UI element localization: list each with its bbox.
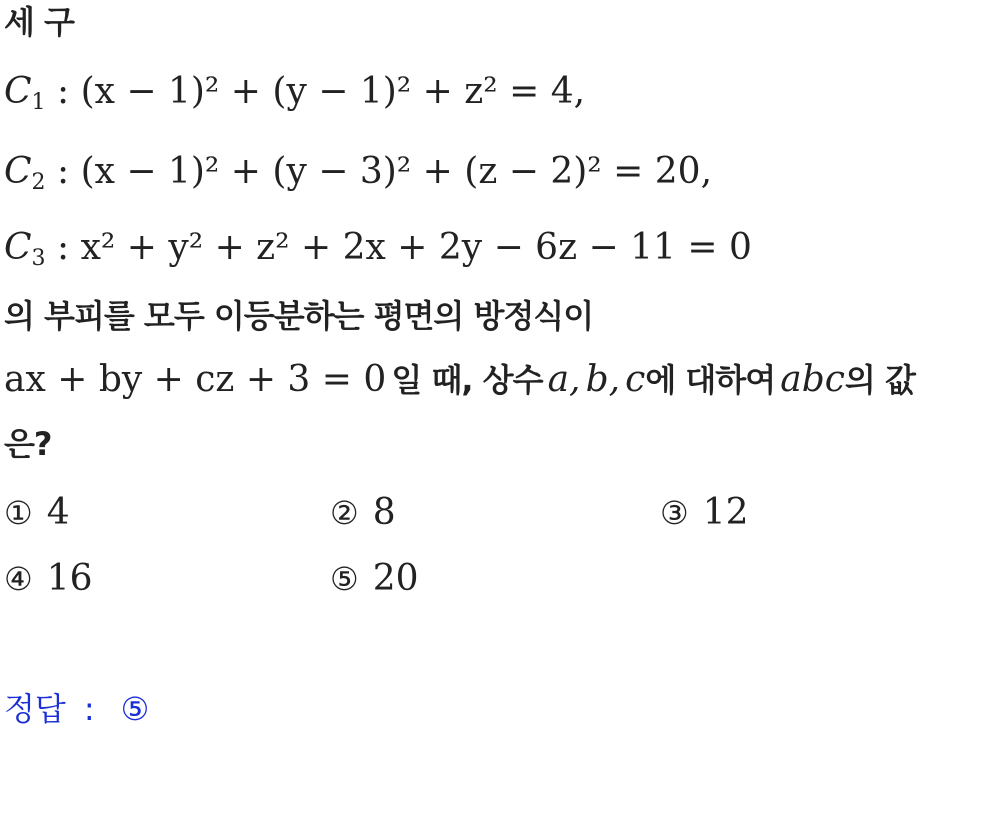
c1-index: 1 [31, 90, 46, 115]
answer-line [4, 684, 149, 730]
c2-body: : (x − 1)² + (y − 3)² + (z − 2)² = 20, [57, 151, 713, 192]
choice-1[interactable] [4, 492, 70, 533]
const-b: b, [585, 359, 621, 400]
plane-equation: ax + by + cz + 3 = 0 [4, 359, 387, 400]
problem-intro: 세 구 [4, 3, 74, 41]
sphere-c2-equation [4, 151, 713, 195]
line5-text-3: 의 값 [844, 361, 915, 399]
c1-label: C [4, 71, 32, 112]
choice-3[interactable] [660, 492, 749, 533]
problem-line-5 [4, 359, 915, 400]
problem-line-6: 은? [4, 425, 52, 463]
c3-index: 3 [31, 246, 46, 271]
choice-5-mark: ⑤ [330, 560, 359, 598]
c1-body: : (x − 1)² + (y − 1)² + z² = 4, [57, 71, 586, 112]
answer-separator: : [83, 690, 95, 728]
choice-4-value: 16 [46, 558, 93, 599]
choice-2-value: 8 [372, 492, 396, 533]
choice-3-mark: ③ [660, 494, 689, 532]
choice-4-mark: ④ [4, 560, 33, 598]
const-abc: abc [780, 359, 845, 400]
choice-1-mark: ① [4, 494, 33, 532]
choice-1-value: 4 [46, 492, 70, 533]
choice-2[interactable] [330, 492, 396, 533]
problem-line-4: 의 부피를 모두 이등분하는 평면의 방정식이 [4, 297, 594, 335]
choice-4[interactable] [4, 558, 93, 599]
const-a: a, [547, 359, 581, 400]
c3-body: : x² + y² + z² + 2x + 2y − 6z − 11 = 0 [57, 227, 752, 268]
choice-5[interactable] [330, 558, 419, 599]
choice-5-value: 20 [372, 558, 419, 599]
const-c: c [625, 359, 646, 400]
sphere-c3-equation [4, 227, 752, 271]
line5-text-2: 에 대하여 [645, 361, 776, 399]
c2-label: C [4, 151, 32, 192]
choice-2-mark: ② [330, 494, 359, 532]
c3-label: C [4, 227, 32, 268]
answer-value: ⑤ [120, 690, 150, 728]
c2-index: 2 [31, 170, 46, 195]
answer-label: 정답 [4, 690, 66, 728]
line5-text-1: 일 때, 상수 [391, 361, 543, 399]
sphere-c1-equation [4, 71, 586, 115]
choice-3-value: 12 [702, 492, 749, 533]
